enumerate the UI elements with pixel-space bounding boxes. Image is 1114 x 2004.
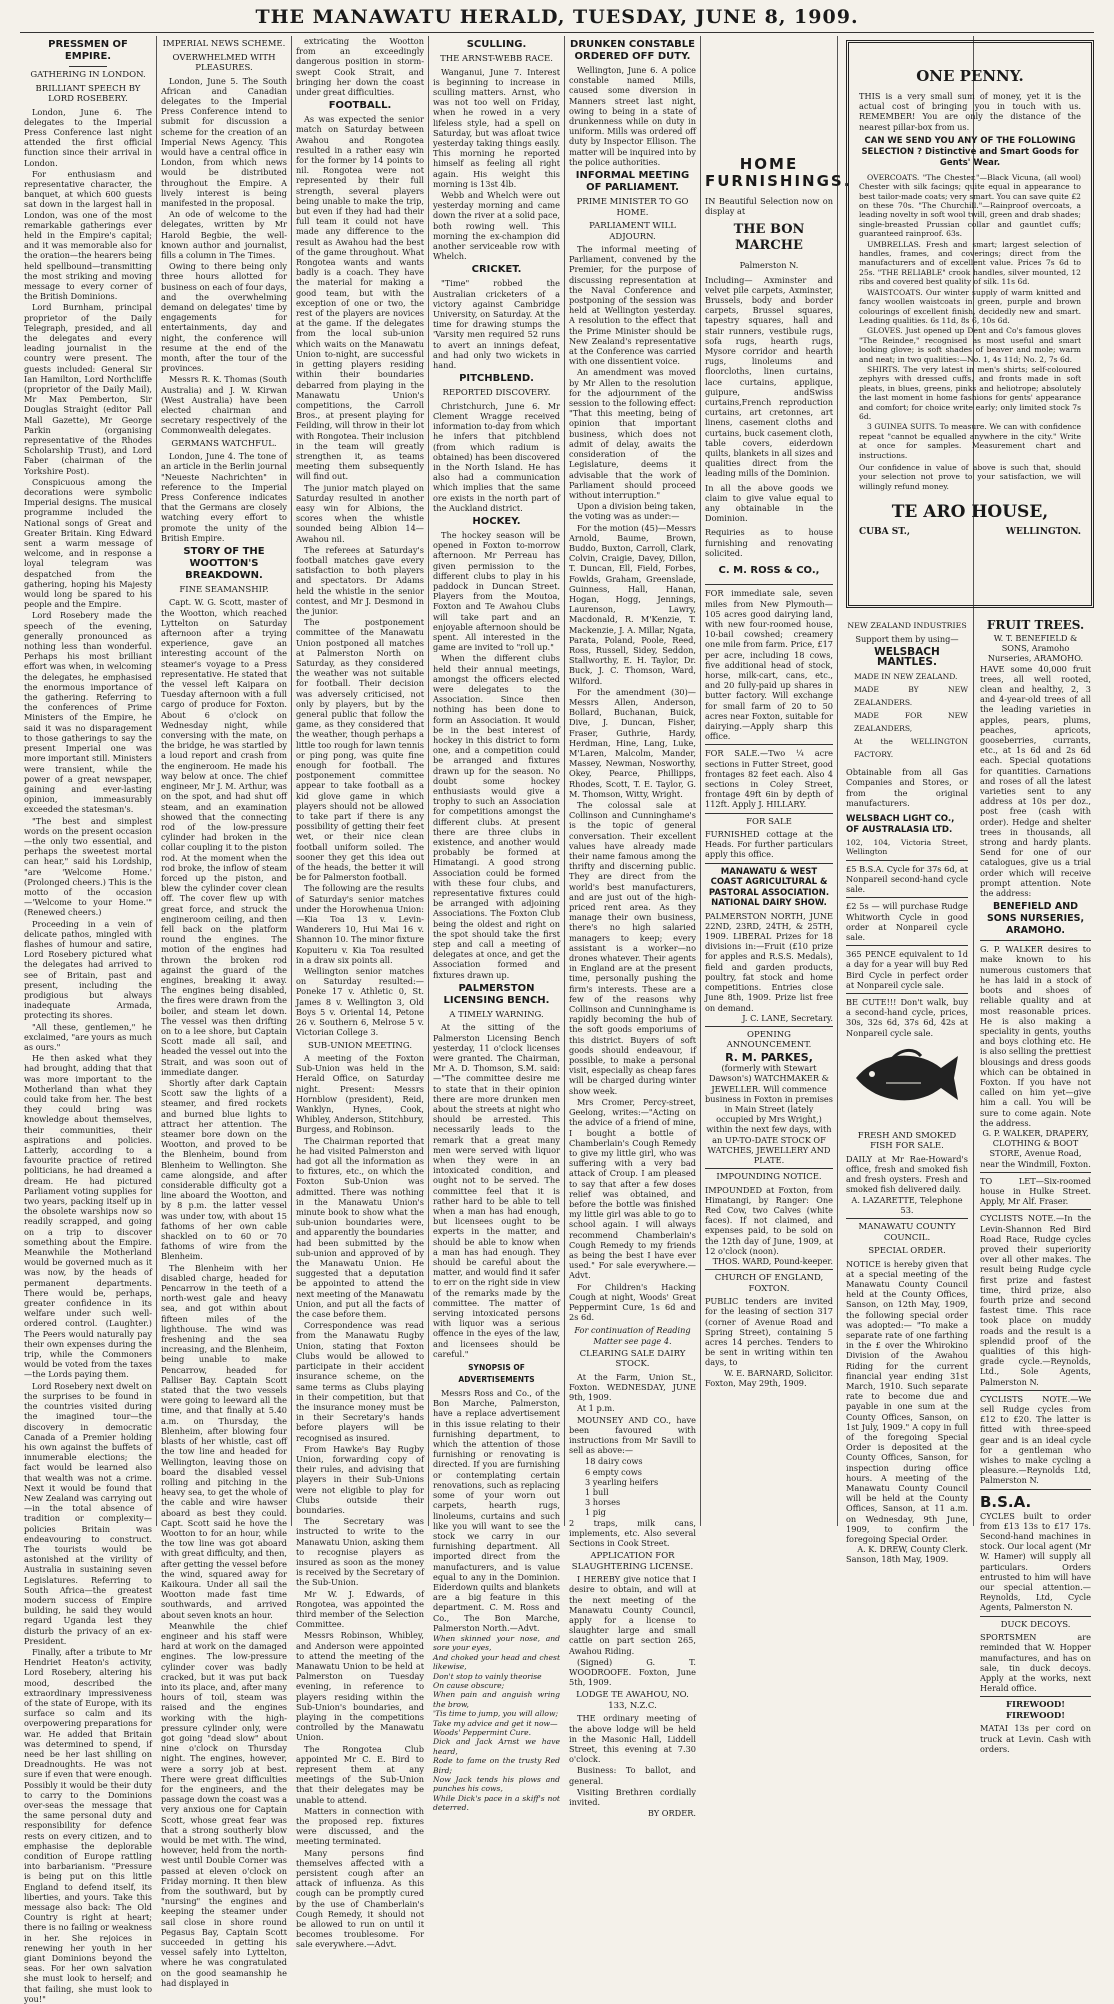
paragraph: (Signed) G. T. WOODROOFE. Foxton, June 5th, 1909. bbox=[569, 1657, 696, 1688]
divider bbox=[705, 1026, 833, 1027]
one-penny-body: THIS is a very small sum of money, yet it is the actual cost of bringing you in touch with us. REMEMBER! You are only the distance of the nearest pillar-box from us. bbox=[859, 91, 1081, 132]
headline-slaughtering: APPLICATION FOR SLAUGHTERING LICENSE. bbox=[569, 1551, 696, 1572]
divider bbox=[980, 1172, 1091, 1173]
show-sign: J. C. LANE, Secretary. bbox=[705, 1013, 833, 1023]
paragraph: GLOVES. Just opened up Dent and Co's famous gloves "The Reindee," recognised as most useful and smart looking glove; is soft shades of beaver and mole; warm and neat; in two qualities:—No. 1, 4s 11d; No. 2, 7s 6d. bbox=[859, 326, 1081, 364]
paragraph: Shortly after dark Captain Scott saw the lights of a steamer, and fired rockets and burned blue lights to attract her attention. The steamer bore down on the Wootton, and proved to be the Blenheim, bound from Blenheim to Wellington. She came alongside, and after considerable difficulty got a line aboard the Wootton, and by 8 p.m. the latter vessel was under tow, with about 15 fathoms of her own cable shackled on to 60 or 70 fathoms of wire from the Blenheim. bbox=[161, 1078, 287, 1262]
paragraph: Correspondence was read from the Manawatu Rugby Union, stating that Foxton Clubs would be allowed to participate in their accident insurance scheme, on the same terms as Clubs playing in their competition, but that the insurance money must be in their Secretary's hands before players will be recognised as insured. bbox=[296, 1320, 424, 1442]
divider bbox=[980, 1696, 1091, 1697]
divider bbox=[846, 860, 968, 861]
line: 'Tis time to jump, you will allow; bbox=[433, 1709, 560, 1718]
paragraph: Messrs Robinson, Whibley, and Anderson were appointed to attend the meeting of the Manawatu Union to be held at Palmerston on Tuesday evening, in reference to players residing within the Sub-Union's boundaries, and playing in the competitions controlled by the Manawatu Union. bbox=[296, 1630, 424, 1742]
bon-marche-logo: THE BON MARCHE bbox=[705, 222, 833, 254]
paragraph: Business: To ballot, and general. bbox=[569, 1765, 696, 1785]
headline-clearing-sale: CLEARING SALE DAIRY STOCK. bbox=[569, 1349, 696, 1370]
paragraph: Upon a division being taken, the voting was as under:— bbox=[569, 501, 696, 521]
one-penny-ask: CAN WE SEND YOU ANY OF THE FOLLOWING SELECTION ? Distinctive and Smart Goods for Gents' Wear. bbox=[859, 136, 1081, 169]
column-6 bbox=[701, 36, 837, 1526]
divider bbox=[846, 897, 968, 898]
paragraph: The informal meeting of Parliament, convened by the Premier, for the purpose of discussing representation at the Naval Conference and postponing of the session was held at Wellington yesterday. A resolution to the effect that the Prime Minister should be New Zealand's representative at the Conference was carried with one dissentient voice. bbox=[569, 244, 696, 366]
stock-list bbox=[569, 1456, 696, 1517]
paragraph: Lord Burnham, principal proprietor of the Daily Telegraph, presided, and all the delegates and every leading journalist in the country were present. The guests included: General Sir Ian Hamilton, Lord Northcliffe (proprietor of the Daily Mail), Mr Max Pemberton, Sir Douglas Straight (editor Pall Mall Gazette), Mr George Parkin (organising representative of the Rhodes Scholarship Trust), and Lord Faber (chairman of the Yorkshire Post). bbox=[24, 302, 152, 475]
paragraph: Mrs Cromer, Percy-street, Geelong, writes:—"Acting on the advice of a friend of mine, I bought a bottle of Chamberlain's Cough Remedy to give my little girl, who was suffering with a very bad attack of Croup. I am pleased to say that after a few doses relief was obtained, and before the bottle was finished my little girl was able to go to school again. I will always recommend Chamberlain's Cough Remedy to my friends as being the best I have ever used." For sale everywhere.—Advt. bbox=[569, 1097, 696, 1281]
column-5 bbox=[565, 36, 700, 1526]
article-body bbox=[433, 401, 560, 513]
paragraph: OVERCOATS. "The Chester."—Black Vicuna, (all wool) Chester with silk facings; quite equal in appearance to best tailor-made coats; very smart. You can save quite £2 on these 70s. "The Churchill."—Rainproof overcoats, a leading novelty in soft wool twill, green and drab shades; single-breasted Prussian collar and gauntlet cuffs; guaranteed rainproof. 63s. bbox=[859, 173, 1081, 239]
council-sign: A. K. DREW, County Clerk. bbox=[846, 1544, 968, 1554]
subhead: BRILLIANT SPEECH BY LORD ROSEBERY. bbox=[24, 84, 152, 105]
paragraph: Lord Rosebery next dwelt on the surprises to be found in the countries visited during the imagined tour—the discovery in democratic Canada of a Premier holding his own against the buffets of innumerable elections; the fact would be learned also that wealth was not a crime. Next it would be found that New Zealand was carrying out—in the total absence of tradition or complexity—policies Britain was endeavouring to construct. The tourists would be astonished at the virility of Australia in sustaining seven Legislatures. Referring to South Africa—the greatest modern success of Empire building, he said they would regard Uganda lest they disturb the privacy of an ex-President. bbox=[24, 1381, 152, 1646]
paragraph: The Blenheim with her disabled charge, headed for Pencarrow in the teeth of a north-west gale and heavy sea, and got within about fifteen miles of the lighthouse. The wind was freshening and the sea increasing, and the Blenheim, being unable to make Pencarrow, headed for Palliser Bay. Captain Scott stated that the two vessels were going to leeward all the time, and that finally at 5.40 a.m. on Thursday, the Blenheim, after blowing four blasts of her whistle, cast off the tow line and headed for Wellington, leaving those on board the disabled vessel rolling and pitching in the heavy sea, to get the whole of the cable and wire hawser aboard as best they could. Capt. Scott said he hove the Wootton to for an hour, while the tow line was got aboard with great difficulty, and then, after getting the vessel before the wind, squared away for Kaikoura. Under all sail the Wootton made fast time southwards, and arrived about seven knots an hour. bbox=[161, 1263, 287, 1620]
te-aro-address-2: WELLINGTON. bbox=[1006, 527, 1081, 537]
divider bbox=[705, 1269, 833, 1270]
cycle-ad-3: 365 PENCE equivalent to 1d a day for a year will buy Red Bird Cycle in perfect order at Nonpareil cycle sale. bbox=[846, 949, 968, 990]
paragraph: The referees at Saturday's football matches gave every satisfaction to both players and spectators. Dr Adams held the whistle in the senior contest, and Mr J. Desmond in the junior. bbox=[296, 545, 424, 616]
paragraph: From Hawke's Bay Rugby Union, forwarding copy of their rules, and advising that players in their Sub-Unions were not eligible to play for Clubs outside their boundaries. bbox=[296, 1444, 424, 1515]
made-in-nz bbox=[846, 670, 968, 761]
paragraph: extricating the Wootton from an exceedingly dangerous position in storm-swept Cook Strait, and bringing her down the coast under great difficulties. bbox=[296, 36, 424, 97]
subhead: GATHERING IN LONDON. bbox=[24, 70, 152, 81]
paragraph: Wellington, June 6. A police constable named Mills, caused some diversion in Manners street last night, owing to being in a state of drunkenness while on duty in uniform. Mills was ordered off duty by Inspector Ellison. The matter will be inquired into by the police authorities. bbox=[569, 65, 696, 167]
walker-body: G. P. WALKER desires to make known to his numerous customers that he has laid in a stock of boots and shoes of reliable quality and at most reasonable prices. He is also making a speciality in gents, youths and boys clothing etc. He is also selling the prettiest blousings and dress goods which can be obtained in Foxton. If you have not called on him yet—give him a call. You will be sure to come again. Note the address. bbox=[980, 944, 1091, 1128]
article-body bbox=[569, 1574, 696, 1687]
impound-body: IMPOUNDED at Foxton, from Himatangi, by Ranger: One Red Cow, two Calves (white faces). If not claimed, and expenses paid, to be sold on the 12th day of June, 1909, at 12 o'clock (noon). bbox=[705, 1185, 833, 1256]
line: 3 yearling heifers bbox=[585, 1477, 696, 1487]
divider bbox=[980, 1616, 1091, 1617]
te-aro-house-ad bbox=[846, 40, 1094, 608]
divider bbox=[980, 1489, 1091, 1490]
impound-sign: THOS. WARD, Pound-keeper. bbox=[705, 1256, 833, 1266]
column-divider bbox=[837, 36, 838, 1526]
line: When pain and anguish wring the brow, bbox=[433, 1690, 560, 1709]
home-furnishings-headline: HOME FURNISHINGS. bbox=[705, 156, 833, 190]
divider bbox=[705, 744, 833, 745]
paragraph: A meeting of the Foxton Sub-Union was held in the Herald Office, on Saturday night. Present: Messrs Hornblow (president), Reid, Wanklyn, Hynes, Cook, Whibley, Anderson, Stitchbury, Burgess, and Robinson. bbox=[296, 1053, 424, 1135]
paragraph: London, June 6. The delegates to the Imperial Press Conference last night attended the first official function since their arrival in London. bbox=[24, 107, 152, 168]
fruit-firm: W. T. BENEFIELD & SONS, Aramoho Nurseries, ARAMOHO. bbox=[980, 633, 1091, 664]
paragraph: Many persons find themselves affected with a persistent cough after an attack of influenza. As this cough can be promptly cured by the use of Chamberlain's Cough Remedy, it should not be allowed to run on until it becomes troublesome. For sale everywhere.—Advt. bbox=[296, 1848, 424, 1950]
church-sign: W. E. BARNARD, Solicitor. bbox=[705, 1368, 833, 1378]
divider bbox=[980, 940, 1091, 941]
line: MADE BY NEW ZEALANDERS. bbox=[854, 683, 968, 709]
paragraph: An amendment was moved by Mr Allen to the resolution for the adjournment of the session to the following effect: "That this meeting, being of opinion that important business, which does not admit of delay, awaits the consideration of the Legislature, deems it advisable that the work of Parliament should proceed without interruption." bbox=[569, 367, 696, 500]
cycle-ad-4: BE CUTE!!! Don't walk, buy a second-hand cycle, prices, 30s, 32s 6d, 37s 6d, 42s at Nonpareil cycle sale. bbox=[846, 997, 968, 1038]
council-body: NOTICE is hereby given that at a special meeting of the Manawatu County Council held at the County Offices, Sanson, on 12th May, 1909, the following special order was adopted:— "To make a separate rate of one farthing in the £ over the Whirokino Division of the Awahou Riding for the current financial year ending 31st March, 1910. Such separate rate to become due and payable in one sum at the County Offices, Sanson, on 1st July, 1909." A copy in full of the foregoing Special Order is deposited at the County Offices, Sanson, for inspection during office hours. A meeting of the Manawatu County Council will be held at the County Offices, Sanson, at 11 a.m. on Wednesday, 9th June, 1909, to confirm the foregoing Special Order. bbox=[846, 1259, 968, 1545]
paragraph: An ode of welcome to the delegates, written by Mr Harold Begbie, the well-known author and journalist, fills a column in The Times. bbox=[161, 209, 287, 260]
firewood-body: MATAI 13s per cord on truck at Levin. Cash with orders. bbox=[980, 1723, 1091, 1754]
home-body: Including— Axminster and velvet pile carpets, Axminster, Brussels, body and border carpets, Brussel squares, tapestry squares, hall and stair runners, vestibule rugs, sofa rugs, hearth rugs, Mysore corridor and hearth rugs, linoleums and floorcloths, linen curtains, lace curtains, applique, guipure, andSwiss curtains,French reproduction curtains, art cretonnes, art linens, casement cloths and curtains, buck casement cloth, table covers, eiderdown quilts, blankets in all sizes and qualities direct from the leading mills of the Dominion. bbox=[705, 275, 833, 479]
paragraph: The junior match played on Saturday resulted in another easy win for Albions, the scores when the whistle sounded being Albion 14—Awahou nil. bbox=[296, 483, 424, 544]
te-aro-address-1: CUBA ST., bbox=[859, 527, 910, 537]
subhead: A TIMELY WARNING. bbox=[433, 1010, 560, 1021]
paragraph: The colossal sale at Collinson and Cunninghame's is the topic of general conversation. Their excellent values have already made their name famous among the thrifty and discerning public. They are direct from the world's best manufacturers, and are just out of the high-priced rent area. As they manage their own business, there's no high salaried managers to keep; every assistant is a worker—no drones whatever. Their agents in England are at the present time, personally pushing the firm's interests. These are a few of the reasons why Collinson and Cunninghame is rapidly becoming the hub of the soft goods emporiums of this district. Buyers of soft goods should endeavour, if possible, to make a personal visit, especially as cheap fares will be charged during winter show week. bbox=[569, 800, 696, 1096]
article-body bbox=[161, 76, 287, 436]
headline-wootton: STORY OF THE WOOTTON'S BREAKDOWN. bbox=[161, 546, 287, 582]
article-body bbox=[296, 1053, 424, 1950]
sale-ad-3: FURNISHED cottage at the Heads. For further particulars apply this office. bbox=[705, 829, 833, 860]
paragraph: Meanwhile the chief engineer and his staff were hard at work on the damaged engines. The low-pressure cylinder cover was badly cracked, but it was put back into its place, and, after many hours of toil, steam was raised and the engines working with the high-pressure cylinder only, were got going "dead slow" about nine o'clock on Thursday night. The engines, however, were a sorry job at best. There were great difficulties for the engineers, and the passage down the coast was a very anxious one for Captain Scott, whose great fear was that a strong southerly blow would be met with. The wind, however, held from the north-west until Double Corner was passed at eleven o'clock on Friday morning. It then blew from the southward, but by "nursing" the engines and keeping the steamer under sail close in shore round Pegasus Bay, Captain Scott succeeded in getting his vessel safely into Lyttelton, where he was congratulated on the good seamanship he had displayed in bbox=[161, 1621, 287, 1988]
to-let: TO LET—Six-roomed house in Hulke Street. Apply, Mr Alf. Fraser. bbox=[980, 1176, 1091, 1207]
paragraph: Matters in connection with the proposed rep. fixtures were discussed, and the meeting terminated. bbox=[296, 1806, 424, 1847]
fish-body: DAILY at Mr Rae-Howard's office, fresh and smoked fish and fresh oysters. Fresh and smoked fish delivered daily. bbox=[846, 1154, 968, 1195]
opening-head: OPENING ANNOUNCEMENT. bbox=[705, 1030, 833, 1051]
paragraph: Webb and Whelch were out yesterday morning and came down the river at a solid pace, both rowing well. This morning the ex-champion did another serviceable row with Whelch. bbox=[433, 190, 560, 261]
article-body bbox=[433, 67, 560, 262]
paragraph: London, June 4. The tone of an article in the Berlin journal "Neueste Nachrichten" in reference to the Imperial Press Conference indicates that the Germans are closely watching every effort to promote the unity of the British Empire. bbox=[161, 451, 287, 543]
divider bbox=[846, 945, 968, 946]
welsbach-company: WELSBACH LIGHT CO., OF AUSTRALASIA LTD. bbox=[846, 814, 968, 836]
paragraph: The Chairman reported that he had visited Palmerston and had got all the information as to fixtures, etc., on which the Foxton Sub-Union was admitted. There was nothing in the Manawatu Union's minute book to show what the sub-union boundaries were, and apparently the boundaries had been submitted by the sub-union and approved of by the Manawatu Union. He suggested that a deputation be appointed to attend the next meeting of the Manawatu Union, and put all the facts of the case before them. bbox=[296, 1136, 424, 1320]
masthead-rule bbox=[20, 32, 1094, 33]
line: Take my advice and get it now— bbox=[433, 1719, 560, 1728]
nzi-sub: Support them by using— bbox=[846, 634, 968, 644]
headline-synopsis: SYNOPSIS OF ADVERTISEMENTS bbox=[433, 1362, 560, 1386]
line: Woods' Peppermint Cure. bbox=[433, 1728, 560, 1737]
headline-sculling: SCULLING. bbox=[433, 39, 560, 51]
walker-sign: G. P. WALKER, DRAPERY, CLOTHING & BOOT STORE, Avenue Road, near the Windmill, Foxton. bbox=[980, 1128, 1091, 1169]
paragraph: The hockey season will be opened in Foxton to-morrow afternoon. Mr Perreau has given permission to the different clubs to play in his paddock in Duncan Street. Players from the Moutoa, Foxton and Te Awahou Clubs will take part and an enjoyable afternoon should be spent. All interested in the game are invited to "roll up." bbox=[433, 530, 560, 652]
column-4 bbox=[429, 36, 564, 1526]
divider bbox=[980, 1209, 1091, 1210]
article-body bbox=[569, 244, 696, 1322]
bon-place: Palmerston N. bbox=[705, 260, 833, 270]
divider bbox=[705, 863, 833, 864]
te-aro-house-name: TE ARO HOUSE, bbox=[859, 501, 1081, 523]
fruit-sign: BENEFIELD AND SONS NURSERIES, ARAMOHO. bbox=[980, 901, 1091, 937]
headline-lodge: LODGE TE AWAHOU, NO. 133, N.Z.C. bbox=[569, 1690, 696, 1711]
line: On cause obscure; bbox=[433, 1681, 560, 1690]
paragraph: At the sitting of the Palmerston Licensing Bench yesterday, 11 o'clock licenses were granted. The Chairman, Mr A. D. Thomson, S.M. said:—"The committee desire me to state that in their opinion there are more drunken men about the streets at night who should be arrested. This necessarily leads to the remark that a great many men were served with liquor when they were in an intoxicated condition, and ought not to be served. The committee feel that it is rather hard to be able to tell when a man has had enough, but licensees ought to be experts in the matter, and should be able to know when a man has had enough. They should be careful about the matter, and would find it safer to err on the right side in view of the remarks made by the committee. The matter of serving intoxicated persons with liquor was a serious offence in the eyes of the law, and licensees should be careful." bbox=[433, 1022, 560, 1359]
nzi-head: NEW ZEALAND INDUSTRIES bbox=[846, 621, 968, 632]
paragraph: Finally, after a tribute to Mr Hendriet Heaton's activity, Lord Rosebery, altering his mood, described the extraordinary impressiveness of the state of Europe, with its surface so calm and its overpowering preparations for war. He added that Britain was determined to spend, if need be her last shilling on Dreadnoughts. He was not sure if even that were enough. Possibly it would be their duty to carry to the Dominions over-seas the message that the same personal duty and responsibility for defence rests on every citizen, and to emphasise the deplorable condition of Europe rattling into barbarianism. "Pressure is being put on this little England to defend itself, its liberties, and yours. Take this message also back: The Old Country is right at heart; there is no failing or weakness in her. She rejoices in renewing her youth in her giant Dominions beyond the seas. For her own salvation she must look to herself; and that failing, she must look to you!" bbox=[24, 1647, 152, 2004]
subhead: OVERWHELMED WITH PLEASURES. bbox=[161, 53, 287, 74]
article-body bbox=[569, 1372, 696, 1456]
divider bbox=[846, 993, 968, 994]
headline-pitchblend: PITCHBLEND. bbox=[433, 373, 560, 385]
paragraph: Conspicuous among the decorations were symbolic Imperial designs. The musical programme included the National songs of Great and Greater Britain. King Edward sent a warm message of welcome, and in response a loyal telegram was despatched from the gathering, hoping his Majesty would long be spared to his people and the Empire. bbox=[24, 477, 152, 610]
headline-cricket: CRICKET. bbox=[433, 264, 560, 276]
paragraph: WAISTCOATS. Our winter supply of warm knitted and fancy woollen waistcoats in green, purple and brown colourings of excellent finish, decidedly new and smart. Leading qualities. 6s 11d, 8s 6, 10s 6d. bbox=[859, 288, 1081, 326]
headline-sub-union: SUB-UNION MEETING. bbox=[296, 1041, 424, 1052]
divider bbox=[69, 66, 107, 67]
article-body bbox=[296, 36, 424, 97]
ross-signature: C. M. ROSS & CO., bbox=[705, 566, 833, 576]
paragraph: He then asked what they had brought, adding that that was more important to the Motherland than what they could take from her. The best they could bring was knowledge about themselves, their communities, their aspirations and policies. Latterly, according to a favourite practice of retired politicians, he had dreamed a dream. He had pictured Parliament voting supplies for two years, packing itself up in the obsolete warships now so readily scrapped, and going on a trip to discover something about the Empire. Meanwhile the Motherland would be governed much as it was now, by the heads of permanent departments. There would be, perhaps, greater confidence in its welfare under such well-ordered control. (Laughter.) The Peers would naturally pay their own expenses during the trip, while the Commoners would be voted from the taxes—the Lords paying them. bbox=[24, 1053, 152, 1380]
show-headline: MANAWATU & WEST COAST AGRICULTURAL & PASTORAL ASSOCIATION. NATIONAL DAIRY SHOW. bbox=[705, 867, 833, 909]
cyclists-note-1: CYCLISTS NOTE.—In the Levin-Shannon Red Bird Road Race, Rudge cycles proved their superiority over all other makes. The result being Rudge cycle first prize and fastest time, third prize, also fourth prize and second fastest time. This race took place on muddy roads and the result is a splendid proof of the qualities of this high-grade cycle.—Reynolds, Ltd., Sole Agents, Palmerston N. bbox=[980, 1213, 1091, 1386]
divider bbox=[705, 584, 833, 585]
paragraph: For the motion (45)—Messrs Arnold, Baume, Brown, Buddo, Buxton, Carroll, Clark, Colvin, Craigie, Davey, Dillon, T. Duncan, Ell, Field, Forbes, Fowlds, Graham, Greenslade, Guinness, Hall, Hanan, Hogan, Hogg, Jennings, Laurenson, Lawry, Macdonald, R. M'Kenzie, T. Mackenzie, J. A. Millar, Ngata, Parata, Poland, Poole, Reed, Ross, Russell, Sidey, Seddon, Stallworthy, E. H. Taylor, Dr. Buck, J. C. Thomson, Ward, Wilford. bbox=[569, 523, 696, 686]
line: While Dick's pace in a skiff's not deterred. bbox=[433, 1794, 560, 1813]
divider bbox=[705, 1168, 833, 1169]
paragraph: Proceeding in a vein of delicate pathos, mingled with flashes of humour and satire, Lord Rosebery pictured what the delegates had arrived to see of Britain, past and present, including the prodigious but always inadequate Armada, protecting its shores. bbox=[24, 919, 152, 1021]
article-body bbox=[569, 65, 696, 167]
duck-head: DUCK DECOYS. bbox=[980, 1620, 1091, 1631]
one-penny-headline: ONE PENNY. bbox=[859, 67, 1081, 85]
paragraph: For Children's Hacking Cough at night, Woods' Great Peppermint Cure, 1s 6d and 2s 6d. bbox=[569, 1282, 696, 1323]
paragraph: Capt. W. G. Scott, master of the Wootton, which reached Lyttelton on Saturday afternoon after a trying experience, gave an interesting account of the steamer's voyage to a Press representative. He stated that the vessel left Kaipara on Tuesday afternoon with a full cargo of produce for Foxton. About 6 o'clock on Wednesday night, while conversing with the mate, on the bridge, he was startled by a loud report and crash from the engineroom. He made his way below at once. The chief engineer, Mr J. M. Arthur, was on the spot, and had shut off steam, and an examination showed that the connecting rod of the low-pressure cylinder had broken in the collar coupling it to the piston rod. At the moment when the rod broke, the inflow of steam forced up the piston, and blew the cylinder cover clean off. The cover flew up with great force, and struck the engineroom ceiling, and then fell back on the platform round the engines. The motion of the engines had thrown the broken rod against the guard of the engines, breaking it away. The engines being disabled, the fires were drawn from the boiler, and steam let down. The vessel was then drifting on to a lee shore, but Captain Scott made all sail, and headed the vessel out into the Strait, and was soon out of immediate danger. bbox=[161, 597, 287, 1077]
headline-parliament: INFORMAL MEETING OF PARLIAMENT. bbox=[569, 170, 696, 194]
article-body bbox=[296, 114, 424, 1037]
paragraph: Christchurch, June 6. Mr Clement Wragge received information to-day from which he infers that pitchblend (from which radium is obtained) has been discovered in the North Island. He has also had a communication which implies that the same ore exists in the north part of the Auckland district. bbox=[433, 401, 560, 513]
line: MADE FOR NEW ZEALANDERS, bbox=[854, 709, 968, 735]
fish-illustration bbox=[846, 1038, 968, 1128]
subhead: REPORTED DISCOVERY. bbox=[433, 388, 560, 399]
headline-pressmen: PRESSMEN OF EMPIRE. bbox=[24, 39, 152, 63]
paragraph: THE ordinary meeting of the above lodge will be held in the Masonic Hall, Liddell Street, this evening at 7.30 o'clock. bbox=[569, 1713, 696, 1764]
council-sub: SPECIAL ORDER. bbox=[846, 1246, 968, 1257]
show-body: PALMERSTON NORTH, JUNE 22ND, 23RD, 24TH, & 25TH, 1909. LIBERAL Prizes for 18 divisions in:—Fruit (£10 prize for apples and R.S.S. Medals), field and garden products, poultry, fat stock and home competitions. Entries close June 8th, 1909. Prize list free on demand. bbox=[705, 911, 833, 1013]
signature: BY ORDER. bbox=[569, 1808, 696, 1818]
welsbach-obtain: Obtainable from all Gas Companies and Stores, or from the original manufacturers. bbox=[846, 767, 968, 808]
column-8-ads bbox=[977, 618, 1094, 1526]
headline-hockey: HOCKEY. bbox=[433, 516, 560, 528]
paragraph: London, June 5. The South African and Canadian delegates to the Imperial Press Conference intend to submit for discussion a scheme for the creation of an Imperial News Agency. This would have a central office in London, from which news would be distributed throughout the Empire. A lively interest is being manifested in the proposal. bbox=[161, 76, 287, 209]
subhead: THE ARNST-WEBB RACE. bbox=[433, 54, 560, 65]
fish-sign: A. LAZARETTE, Telephone 53. bbox=[846, 1195, 968, 1215]
column-3 bbox=[292, 36, 428, 1526]
paragraph: As was expected the senior match on Saturday between Awahou and Rongotea resulted in a rather easy win for the former by 14 points to nil. Rongotea were not represented by their full strength, several players being unable to make the trip, but even if they had had their full team it could not have made any difference to the result as Awahou had the best of the game throughout. What Rongotea wants and wants badly is a coach. They have the material for making a good team, but with the exception of one or two, the rest of the players are novices at the game. If the delegates from the local sub-union which waits on the Manawatu Union to-night, are successful in getting players residing within their boundaries debarred from playing in the Manawatu Union's competitions, the Carroll Bros., at present playing for Feilding, will throw in their lot with Rongotea. Their inclusion in the team will greatly strengthen it, as teams meeting them subsequently will find out. bbox=[296, 114, 424, 481]
line: Rode to fame on the trusty Red Bird; bbox=[433, 1756, 560, 1775]
council-head: MANAWATU COUNTY COUNCIL. bbox=[846, 1222, 968, 1243]
continuation-note: For continuation of Reading Matter see page 4. bbox=[569, 1325, 696, 1345]
fish-icon bbox=[846, 1038, 966, 1118]
church-date: Foxton, May 29th, 1909. bbox=[705, 1378, 833, 1388]
poem bbox=[433, 1634, 560, 1813]
paragraph: 3 GUINEA SUITS. To measure. We can with confidence repeat "cannot be equalled anywhere in the city." Write at once for samples. Measurement chart and instructions. bbox=[859, 422, 1081, 460]
column-1 bbox=[20, 36, 156, 1526]
line: Dick and Jack Arnst we have heard, bbox=[433, 1737, 560, 1756]
article-body bbox=[433, 1022, 560, 1359]
article-body bbox=[569, 1713, 696, 1807]
article-body bbox=[433, 530, 560, 980]
sale-ad-3-head: FOR SALE bbox=[705, 817, 833, 828]
firewood-head: FIREWOOD! FIREWOOD! bbox=[980, 1700, 1091, 1721]
home-intro: IN Beautiful Selection now on display at bbox=[705, 196, 833, 216]
paragraph: For the amendment (30)—Messrs Allen, Anderson, Bollard, Buchanan, Buick, Dive, J. Duncan, Fisher, Fraser, Guthrie, Hardy, Herdman, Hine, Lang, Luke, M'Laren, Malcolm, Mander, Massey, Newman, Nosworthy, Okey, Pearce, Phillipps, Rhodes, Scott, T. E. Taylor, G. M. Thomson, Witty, Wright. bbox=[569, 687, 696, 799]
article-body bbox=[433, 1388, 560, 1633]
paragraph: I HEREBY give notice that I desire to obtain, and will at the next meeting of the Manawatu County Council, apply for a license to slaughter large and small cattle on part section 265, Awahou Riding. bbox=[569, 1574, 696, 1656]
paragraph: Mr W. J. Edwards, of Rongotea, was appointed the third member of the Selection Committee. bbox=[296, 1589, 424, 1630]
line: 6 empty cows bbox=[585, 1467, 696, 1477]
divider bbox=[846, 1218, 968, 1219]
sale-ad-2: FOR SALE.—Two ¼ acre sections in Futter Street, good frontages 82 feet each. Also 4 sections in Coley Street, frontage 49ft 6in by depth of 112ft. Apply J. HILLARY. bbox=[705, 748, 833, 809]
paragraph: Messrs Ross and Co., of the Bon Marche, Palmerston, have a replace advertisement in this issue relating to their furnishing department, to which the attention of those furnishing or renovating is directed. If you are furnishing or contemplating certain renovations, such as replacing some of your worn out carpets, hearth rugs, linoleums, curtains and such like you will want to see the stock we carry in our furnishing department. All imported direct from the manufacturers, and is value equal to any in the Dominion. Eiderdown quilts and blankets are a big feature in this department. C. M. Ross and Co., The Bon Marche, Palmerston North.—Advt. bbox=[433, 1388, 560, 1633]
fish-head: FRESH AND SMOKED FISH FOR SALE. bbox=[846, 1131, 968, 1152]
paragraph: Owing to there being only three hours allotted for business on each of four days, and the overwhelming demand on delegates' time by engagements for entertainments, day and night, the conference will resume at the end of the month, after the tour of the provinces. bbox=[161, 261, 287, 373]
headline-constable: DRUNKEN CONSTABLE ORDERED OFF DUTY. bbox=[569, 39, 696, 63]
line: 3 horses bbox=[585, 1497, 696, 1507]
article-body bbox=[161, 597, 287, 1988]
line: And choked your head and chest likewise, bbox=[433, 1653, 560, 1672]
paragraph: "Time" robbed the Australian cricketers of a victory against Cambridge University, on Saturday. At the time for drawing stumps the 'Varsity men required 52 runs to avert an innings defeat, and had only two wickets in hand. bbox=[433, 278, 560, 370]
divider bbox=[980, 1390, 1091, 1391]
fruit-body: HAVE some 40,000 fruit trees, all well rooted, clean and healthy, 2, 3 and 4-year-old trees of all the leading varieties in apples, pears, plums, peaches, apricots, gooseberries, currants, etc., at 1s 6d and 2s 6d each. Special quotations for quantities. Carnations and roses of all the latest varieties sent to any address at 10s per doz., post free (cash with order). Hedge and shelter trees in thousands, all strong and hardy plants. Send for one of our catalogues, give us a trial order which will receive prompt attention. Note the address: bbox=[980, 664, 1091, 899]
paragraph: Wellington senior matches on Saturday resulted:—Poneke 17 v. Athletic 0, St. James 8 v. Wellington 3, Old Boys 5 v. Oriental 14, Petone 26 v. Southern 6, Melrose 5 v. Victorian College 3. bbox=[296, 966, 424, 1037]
paragraph: SHIRTS. The very latest in men's shirts; self-coloured zephyrs with dressed cuffs, and fronts made in soft pleats, in blues, greens, pinks and heliotrope; absolutely the last moment in home fashions for gents' appearance and comfort; for choice write early; only limited stock 7s 6d. bbox=[859, 365, 1081, 421]
church-body: PUBLIC tenders are invited for the leasing of section 317 (corner of Avenue Road and Spring Street), containing 5 acres 14 perches. Tenders to be sent in writing within ten days, to bbox=[705, 1296, 833, 1367]
paragraph: Visiting Brethren cordially invited. bbox=[569, 1787, 696, 1807]
cyclists-note-2: CYCLISTS NOTE.—We sell Rudge cycles from £12 to £20. The latter is fitted with three-speed gear and is an ideal cycle for a gentleman who wishes to make cycling a pleasure.—Reynolds Ltd, Palmerston N. bbox=[980, 1394, 1091, 1486]
line: Now Jack tends his plows and punches his cows, bbox=[433, 1775, 560, 1794]
stock-tail: 2 traps, milk cans, implements, etc. Also several Sections in Cook Street. bbox=[569, 1518, 696, 1549]
sale-ad-1: FOR immediate sale, seven miles from New Plymouth—105 acres good dairying land, with new four-roomed house, 10-bail cowshed; creamery one mile from farm. Price, £17 per acre, including 18 cows, five additional head of stock, horse, milk-cart, cans, etc., and 20 fully-paid up shares in butter factory. Will exchange for small farm of 20 to 50 acres near Foxton, suitable for dairying.—Apply sharp this office. bbox=[705, 588, 833, 741]
paragraph: Wanganui, June 7. Interest is beginning to increase in sculling matters. Arnst, who was not too well on Friday, when he rowed in a very lifeless style, had a spell on Saturday, but was afloat twice yesterday taking things easily. This morning he reported himself as feeling all right again. His weight this morning is 13st 4lb. bbox=[433, 67, 560, 189]
line: Don't stop to vainly theorise bbox=[433, 1672, 560, 1681]
council-date: Sanson, 18th May, 1909. bbox=[846, 1554, 968, 1564]
paragraph: "The best and simplest words on the present occasion—the only two essential, and perhaps the sweetest mortal can hear," said his Lordship, "are 'Welcome Home.' (Prolonged cheers.) This is the motto of the occasion—'Welcome to your Home.'" (Renewed cheers.) bbox=[24, 816, 152, 918]
bsa-body: CYCLES built to order from £13 13s to £17 17s. Second-hand machines in stock. Our local agent (Mr W. Hamer) will supply all particulars. Orders entrusted to him will have our special attention.—Reynolds, Ltd, Cycle Agents, Palmerston N. bbox=[980, 1511, 1091, 1613]
divider bbox=[705, 813, 833, 814]
paragraph: Messrs R. K. Thomas (South Australia) and J. W. Kirwan (West Australia) have been elected chairman and secretary respectively of the Commonwealth delegates. bbox=[161, 374, 287, 435]
headline-licensing: PALMERSTON LICENSING BENCH. bbox=[433, 983, 560, 1007]
headline-germans: GERMANS WATCHFUL. bbox=[161, 439, 287, 450]
paragraph: The following are the results of Saturday's senior matches under the Horowhenua Union:—Kia Toa 13 v. Levin-Wanderers 10, Hui Mai 16 v. Shannon 10. The minor fixture Kopuiteru v. Kia Toa resulted in a draw six points all. bbox=[296, 883, 424, 965]
subhead: FINE SEAMANSHIP. bbox=[161, 585, 287, 596]
duck-body: SPORTSMEN are reminded that W. Hopper manufactures, and has on sale, tin duck decoys. Apply at the works, next Herald office. bbox=[980, 1632, 1091, 1693]
headline-news-scheme: IMPERIAL NEWS SCHEME. bbox=[161, 39, 287, 50]
paragraph: UMBRELLAS. Fresh and smart; largest selection of handles, frames, and coverings; direct from the manufacturers and of excellent value. Prices 7s 6d to 25s. "THE RELIABLE" crook handles, silver mounted, 12 ribs and covered best quality of silk. 11s 6d. bbox=[859, 240, 1081, 287]
cycle-ad-2: £2 5s — will purchase Rudge Whitworth Cycle in good order at Nonpareil cycle sale. bbox=[846, 901, 968, 942]
fruit-trees-headline: FRUIT TREES. bbox=[980, 618, 1091, 633]
line: 1 bull bbox=[585, 1487, 696, 1497]
cycle-ad-1: £5 B.S.A. Cycle for 37s 6d, at Nonpareil second-hand cycle sale. bbox=[846, 864, 968, 895]
line: 18 dairy cows bbox=[585, 1456, 696, 1466]
line: When skinned your nose, and sore your eyes, bbox=[433, 1634, 560, 1653]
home-note: In all the above goods we claim to give value equal to any obtainable in the Dominion. bbox=[705, 483, 833, 524]
parkes-name: R. M. PARKES, bbox=[705, 1053, 833, 1063]
paragraph: "All these, gentlemen," he exclaimed, "are yours as much as ours." bbox=[24, 1022, 152, 1053]
paragraph: The postponement committee of the Manawatu Union postponed all matches at Palmerston North on Saturday, as they considered the weather was not suitable for football. Their decision was adversely criticised, not only by players, but by the general public that follow the game, as they considered that the weather, though perhaps a little too rough for lawn tennis or ping pong, was quite fine enough for football. The postponement committee appear to take football as a kid glove game in which players should not be allowed to take part if there is any possibility of getting their feet wet, or their nice clean football uniform soiled. The sooner they get this idea out of the heads, the better it will be for Palmerston football. bbox=[296, 617, 424, 882]
paragraph: The Rongotea Club appointed Mr C. E. Bird to represent them at any meetings of the Sub-Union that their delegates may be unable to attend. bbox=[296, 1744, 424, 1805]
welsbach-address: 102, 104, Victoria Street, Wellington bbox=[846, 838, 968, 857]
item-list bbox=[859, 173, 1081, 460]
paragraph: The Secretary was instructed to write to the Manawatu Union, asking them to recognise players as insured as soon as the money is received by the Secretary of the Sub-Union. bbox=[296, 1516, 424, 1587]
paragraph: MOUNSEY AND CO., have been favoured with instructions from Mr Savill to sell as above:— bbox=[569, 1415, 696, 1456]
bsa-headline: B.S.A. bbox=[980, 1493, 1091, 1511]
home-req: Requiries as to house furnishing and renovating solicited. bbox=[705, 527, 833, 558]
line: At the WELLINGTON FACTORY. bbox=[854, 735, 968, 761]
subhead: PRIME MINISTER TO GO HOME. bbox=[569, 197, 696, 218]
paragraph: At 1 p.m. bbox=[569, 1403, 696, 1413]
church-head: CHURCH OF ENGLAND, FOXTON. bbox=[705, 1273, 833, 1294]
masthead: THE MANAWATU HERALD, TUESDAY, JUNE 8, 1909. bbox=[20, 6, 1094, 28]
paragraph: When the different clubs held their annual meetings, amongst the officers elected were delegates to the Association. Since then nothing has been done to form an Association. It would be in the best interest of hockey in this district to form one, and a competition could be arranged and fixtures drawn up for the season. No doubt some hockey enthusiasts would give a trophy to such an Association for competitions amongst the different clubs. At present there are three clubs in existence, and another would probably be formed at Himatangi. A good strong Association could be formed with these four clubs, and representative fixtures could be arranged with adjoining Associations. The Foxton Club being the oldest and right on the spot should take the first step and call a meeting of delegates at once, and get the Association formed and fixtures drawn up. bbox=[433, 653, 560, 980]
subhead: PARLIAMENT WILL ADJOURN. bbox=[569, 221, 696, 242]
line: MADE IN NEW ZEALAND. bbox=[854, 670, 968, 683]
welsbach-headline: WELSBACH MANTLES. bbox=[846, 647, 968, 667]
column-7-ads bbox=[842, 618, 972, 1526]
parkes-body: (formerly with Stewart Dawson's) WATCHMAKER & JEWELLER. Will commence business in Foxton in premises in Main Street (lately occupied by Mrs Wright,) within the next few days, with an UP-TO-DATE STOCK OF WATCHES, JEWELLERY AND PLATE. bbox=[705, 1063, 833, 1165]
paragraph: For enthusiasm and representative character, the banquet, at which 600 guests sat down in the largest hall in London, was one of the most remarkable gatherings ever held in the Empire's capital; and it was memorable also for the oration—the hearers being held spellbound—transmitting the most striking and moving message to every corner of the British Dominions. bbox=[24, 169, 152, 302]
article-body bbox=[161, 451, 287, 543]
one-penny-tail: Our confidence in value of above is such that, should your selection not prove to your satisfaction, we will willingly refund money. bbox=[859, 463, 1081, 491]
paragraph: At the Farm, Union St., Foxton. WEDNESDAY, JUNE 9th, 1909. bbox=[569, 1372, 696, 1403]
headline-football: FOOTBALL. bbox=[296, 100, 424, 112]
line: 1 pig bbox=[585, 1507, 696, 1517]
paragraph: Lord Rosebery made the speech of the evening, generally pronounced as nothing less than wonderful. Perhaps his most brilliant effort was when, in welcoming the delegates, he emphasised the enormous importance of the gathering. Referring to the conferences of Prime Ministers of the Empire, he said it was no disparagement to those gatherings to say the present Imperial one was more important still. Ministers were transient, while the power of a great newspaper, gaining and ever-lasting opinion, immeasurably exceeded the statesman's. bbox=[24, 610, 152, 814]
article-body bbox=[433, 278, 560, 370]
column-2 bbox=[157, 36, 291, 1526]
article-body bbox=[24, 107, 152, 2004]
impound-head: IMPOUNDING NOTICE. bbox=[705, 1172, 833, 1183]
